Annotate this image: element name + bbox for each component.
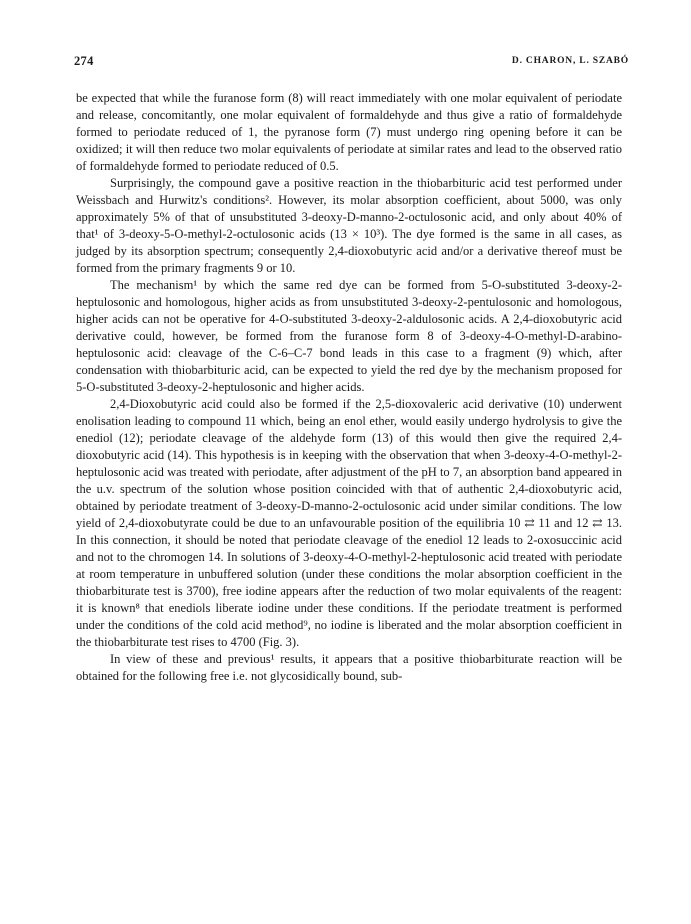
paragraph-dioxobutyric-acid: 2,4-Dioxobutyric acid could also be formed if the 2,5-dioxovaleric acid derivative (10) underwent enolisation leading to compound 11 which, being an enol ether, would easily undergo hydrolysis to give the enediol (12); periodate cleavage of the aldehyde form (13) of this would then give the required 2,4-dioxobutyric acid (14). This hypothesis is in keeping with the observation that when 3-deoxy-4-O-methyl-2-heptulosonic acid was treated with periodate, after adjustment of the pH to 7, an absorption band appeared in the u.v. spectrum of the solution whose position coincided with that of authentic 2,4-dioxobutyric acid, obtained by periodate treatment of 3-deoxy-D-manno-2-octulosonic acid under similar conditions. The low yield of 2,4-dioxobutyrate could be due to an unfavourable position of the equilibria 10 ⇄ 11 and 12 ⇄ 13. In this connection, it should be noted that periodate cleavage of the enediol 12 leads to 2-oxosuccinic acid and not to the chromogen 14. In solutions of 3-deoxy-4-O-methyl-2-heptulosonic acid treated with periodate at room temperature in unbuffered solution (under these conditions the molar absorption coefficient in the thiobarbiturate test is 3700), free iodine appears after the reduction of two molar equivalents of the reagent: it is known⁸ that enediols liberate iodine under these conditions. If the periodate treatment is performed under the conditions of the cold acid method⁹, no iodine is liberated and the molar absorption coefficient in the thiobarbiturate test rises to 4700 (Fig. 3).	[76, 397, 622, 649]
paragraph-conclusion: In view of these and previous¹ results, it appears that a positive thiobarbiturate reaction will be obtained for the following free i.e. not glycosidically bound, sub-	[76, 652, 622, 683]
running-head-authors: D. CHARON, L. SZABÓ	[511, 56, 629, 66]
paragraph-thiobarbituric-test: Surprisingly, the compound gave a positive reaction in the thiobarbituric acid test performed under Weissbach and Hurwitz's conditions². However, its molar absorption coefficient, about 5000, was only approximately 5% of that of unsubstituted 3-deoxy-D-manno-2-octulosonic acid, and only about 40% of that¹ of 3-deoxy-5-O-methyl-2-octulosonic acids (13 × 10³). The dye formed is the same in all cases, as judged by its absorption spectrum; consequently 2,4-dioxobutyric acid and/or a derivative thereof must be formed from the primary fragments 9 or 10.	[76, 176, 622, 275]
page-number: 274	[74, 54, 94, 68]
paragraph-continued: be expected that while the furanose form (8) will react immediately with one molar equivalent of periodate and release, concomitantly, one molar equivalent of formaldehyde and thus give a ratio of formaldehyde formed to periodate reduced of 1, the pyranose form (7) must undergo ring opening before it can be oxidized; it will then reduce two molar equivalents of periodate at similar rates and lead to the observed ratio of formaldehyde formed to periodate reduced of 0.5.	[76, 91, 622, 173]
article-body	[76, 90, 622, 685]
paragraph-mechanism: The mechanism¹ by which the same red dye can be formed from 5-O-substituted 3-deoxy-2-heptulosonic and homologous, higher acids as from unsubstituted 3-deoxy-2-pentulosonic and homologous, higher acids can not be operative for 4-O-substituted 3-deoxy-2-aldulosonic acids. A 2,4-dioxobutyric acid derivative could, however, be formed from the furanose form 8 of 3-deoxy-4-O-methyl-D-arabino-heptulosonic acid: cleavage of the C-6–C-7 bond leads in this case to a fragment (9) which, after condensation with thiobarbituric acid, can be expected to yield the red dye by the mechanism proposed for 5-O-substituted 3-deoxy-2-heptulosonic and higher acids.	[76, 278, 622, 394]
page-header	[74, 54, 629, 70]
